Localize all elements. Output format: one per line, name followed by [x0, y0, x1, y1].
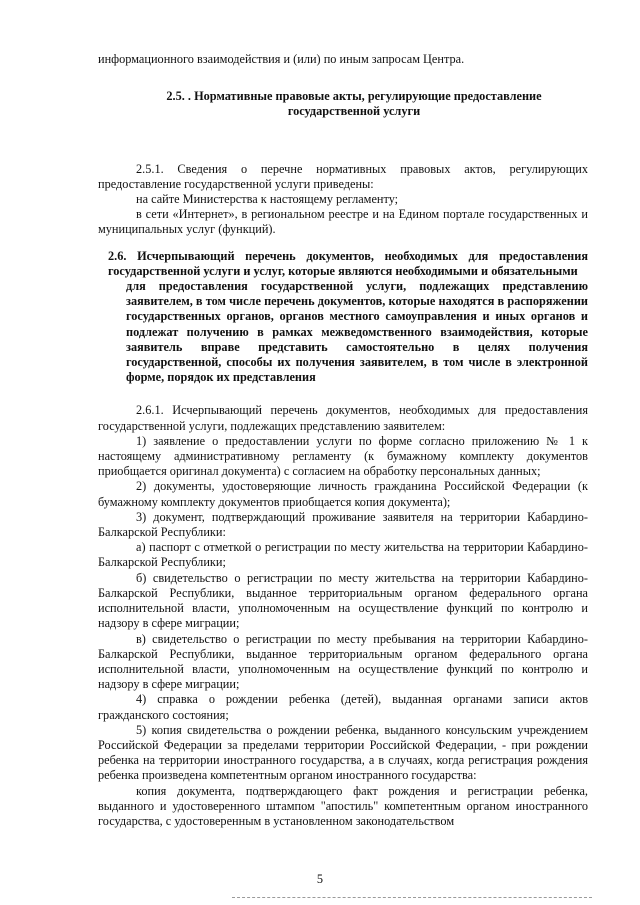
list-item: 3) документ, подтверждающий проживание заявителя на территории Кабардино-Балкарской Республики: [98, 509, 588, 540]
paragraph-2-6-1: 2.6.1. Исчерпывающий перечень документов, необходимых для предоставления государственной услуги, подлежащих представлению заявителем: [98, 403, 588, 433]
intro-line: информационного взаимодействия и (или) по иным запросам Центра. [98, 52, 465, 66]
paragraph-2-5-1: 2.5.1. Сведения о перечне нормативных правовых актов, регулирующих предоставление государственной услуги приведены: [98, 161, 588, 191]
section-2-6-heading [98, 249, 588, 386]
list-item: 2) документы, удостоверяющие личность гражданина Российской Федерации (к бумажному комплекту документов приобщается копия документа); [98, 479, 588, 509]
list-item: а) паспорт с отметкой о регистрации по месту жительства на территории Кабардино-Балкарской Республики; [98, 540, 588, 570]
section-2-6-heading-a: 2.6. Исчерпывающий перечень документов, необходимых для предоставления государственной услуги и услуг, которые являются необходимыми и обязательными [108, 248, 588, 278]
list-item: 5) копия свидетельства о рождении ребенка, выданного консульским учреждением Российской Федерации за пределами территории Российской Федерации, - при рождении ребенка на территории иностранного государства, а в случаях, когда регистрация рождения ребенка произведена компетентным органом иностранного государства: [98, 722, 588, 783]
section-2-5-heading: 2.5. . Нормативные правовые акты, регулирующие предоставление государственной услуги [166, 89, 542, 119]
list-item: б) свидетельство о регистрации по месту жительства на территории Кабардино-Балкарской Республики, выданное территориальным органом федерального органа исполнительной власти, уполномоченным на осуществление функций по контролю и надзору в сфере миграции; [98, 570, 588, 631]
section-2-6-heading-b: для предоставления государственной услуги, подлежащих представлению заявителем, в том числе перечень документов, которые находятся в распоряжении государственных органов, органов местного самоуправления и иных органов и подлежат получению в рамках межведомственного взаимодействия, которые заявитель вправе представить самостоятельно в целях получения государственной, способы их получения заявителем, в том числе в электронной форме, порядок их представления [126, 279, 588, 385]
list-item: копия документа, подтверждающего факт рождения и регистрации ребенка, выданного и удостоверенного штампом "апостиль" компетентным органом иностранного государства, с удостоверенным в установленном законодательством [98, 783, 588, 828]
page-bottom-divider [232, 897, 592, 898]
list-item: 1) заявление о предоставлении услуги по форме согласно приложению № 1 к настоящему административному регламенту (к бумажному комплекту документов приобщается оригинал документа) с согласием на обработку персональных данных; [98, 433, 588, 479]
list-item: 4) справка о рождении ребенка (детей), выданная органами записи актов гражданского состояния; [98, 692, 588, 722]
document-page [98, 52, 588, 829]
list-item: в) свидетельство о регистрации по месту пребывания на территории Кабардино-Балкарской Республики, выданное территориальным органом федерального органа исполнительной власти, уполномоченным на осуществление функций по контролю и надзору в сфере миграции; [98, 631, 588, 692]
page-number: 5 [316, 872, 324, 886]
paragraph-ministry-site: на сайте Министерства к настоящему регламенту; [136, 192, 399, 207]
paragraph-internet: в сети «Интернет», в региональном реестре и на Едином портале государственных и муниципальных услуг (функций). [98, 207, 588, 237]
